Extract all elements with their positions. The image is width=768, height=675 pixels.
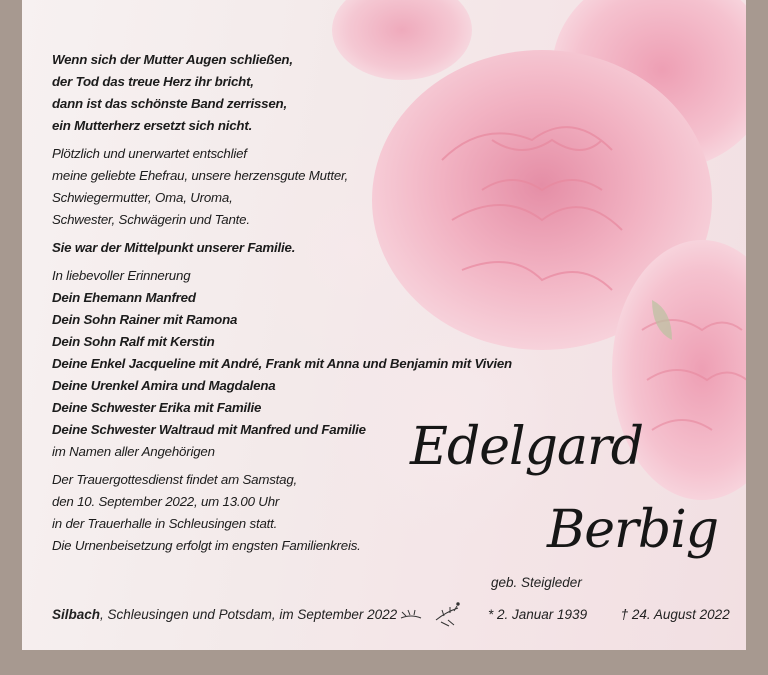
verse bbox=[52, 49, 512, 137]
first-name: Edelgard bbox=[410, 417, 644, 477]
obituary-text bbox=[52, 49, 512, 557]
intro-line: Schwiegermutter, Oma, Uroma, bbox=[52, 190, 233, 205]
mourner-line: Dein Sohn Ralf mit Kerstin bbox=[52, 334, 215, 349]
footer-place-bold: Silbach bbox=[52, 607, 101, 622]
service-line: Der Trauergottesdienst findet am Samstag, bbox=[52, 472, 298, 487]
intro bbox=[52, 143, 512, 231]
mourner-line: Deine Urenkel Amira und Magdalena bbox=[52, 378, 276, 393]
floral-ornament-icon bbox=[396, 598, 466, 628]
mourner-line: Deine Schwester Waltraud mit Manfred und Familie bbox=[52, 422, 366, 437]
verse-line: der Tod das treue Herz ihr bricht, bbox=[52, 74, 254, 89]
birth-date: * 2. Januar 1939 bbox=[488, 607, 588, 622]
last-name: Berbig bbox=[547, 500, 719, 560]
center-line: Sie war der Mittelpunkt unserer Familie. bbox=[52, 240, 296, 255]
verse-line: Wenn sich der Mutter Augen schließen, bbox=[52, 52, 293, 67]
service bbox=[52, 469, 512, 557]
footer-place-date bbox=[52, 607, 397, 622]
verse-line: ein Mutterherz ersetzt sich nicht. bbox=[52, 118, 253, 133]
mourner-line: Deine Schwester Erika mit Familie bbox=[52, 400, 262, 415]
memory-intro: In liebevoller Erinnerung bbox=[52, 268, 191, 283]
life-dates bbox=[488, 607, 730, 622]
obituary-card bbox=[22, 0, 746, 650]
mourner-line: Dein Sohn Rainer mit Ramona bbox=[52, 312, 238, 327]
service-line: Die Urnenbeisetzung erfolgt im engsten Familienkreis. bbox=[52, 538, 361, 553]
mourner-line: Deine Enkel Jacqueline mit André, Frank mit Anna und Benjamin mit Vivien bbox=[52, 356, 512, 371]
death-date: † 24. August 2022 bbox=[620, 607, 730, 622]
intro-line: meine geliebte Ehefrau, unsere herzensgute Mutter, bbox=[52, 168, 349, 183]
mourners-closing: im Namen aller Angehörigen bbox=[52, 444, 215, 459]
mourner-line: Dein Ehemann Manfred bbox=[52, 290, 196, 305]
service-line: den 10. September 2022, um 13.00 Uhr bbox=[52, 494, 280, 509]
verse-line: dann ist das schönste Band zerrissen, bbox=[52, 96, 287, 111]
intro-line: Schwester, Schwägerin und Tante. bbox=[52, 212, 250, 227]
maiden-name: geb. Steigleder bbox=[491, 575, 582, 590]
footer-place-rest: , Schleusingen und Potsdam, im September 2022 bbox=[100, 607, 398, 622]
intro-line: Plötzlich und unerwartet entschlief bbox=[52, 146, 247, 161]
service-line: in der Trauerhalle in Schleusingen statt. bbox=[52, 516, 278, 531]
